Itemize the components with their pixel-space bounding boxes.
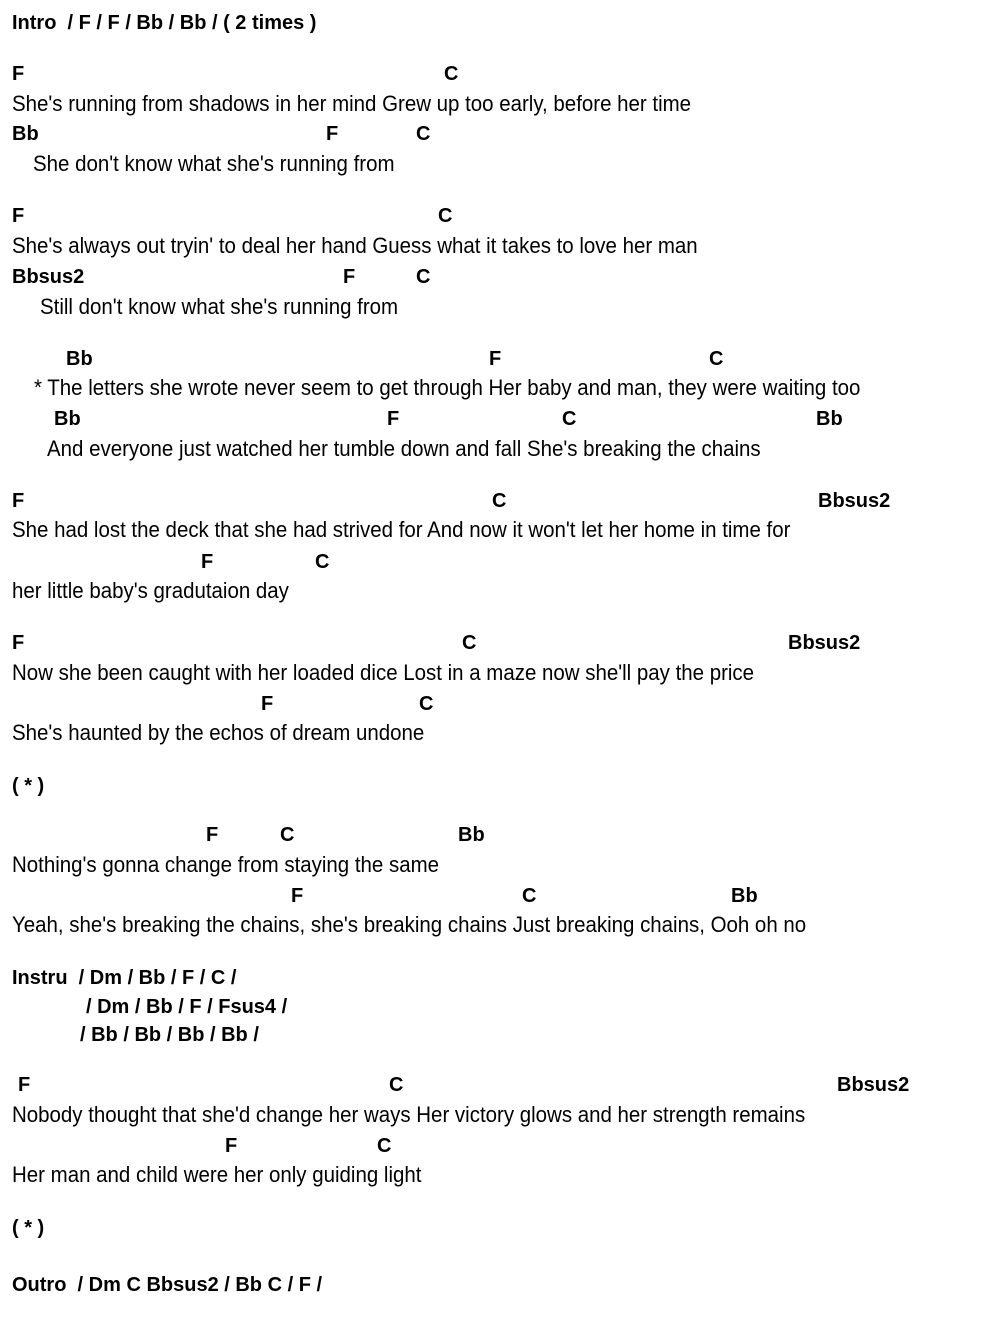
chord: F — [326, 123, 339, 145]
chord: C — [315, 551, 330, 573]
lyric-line: Nothing's gonna change from staying the same — [12, 852, 440, 877]
chord: C — [522, 885, 537, 907]
instru-line: Instru / Dm / Bb / F / C / — [12, 967, 237, 989]
chord: Bbsus2 — [12, 266, 85, 288]
chord: F — [387, 408, 400, 430]
chord: F — [18, 1074, 31, 1096]
intro-line: Intro / F / F / Bb / Bb / ( 2 times ) — [12, 12, 317, 34]
chord: C — [280, 824, 295, 846]
lyric-line: She don't know what she's running from — [33, 151, 395, 176]
chord: Bb — [54, 408, 81, 430]
lyric-line: Nobody thought that she'd change her ways Her victory glows and her strength remains — [12, 1102, 806, 1127]
chord: Bbsus2 — [837, 1074, 910, 1096]
chord: F — [12, 205, 25, 227]
lyric-line: She's haunted by the echos of dream undone — [12, 720, 425, 745]
chord: C — [492, 490, 507, 512]
chord: C — [709, 348, 724, 370]
chord: Bbsus2 — [818, 490, 891, 512]
chord: F — [12, 63, 25, 85]
lyric-line: Still don't know what she's running from — [40, 294, 399, 319]
chord: Bb — [731, 885, 758, 907]
chord: F — [12, 632, 25, 654]
lyric-line: Now she been caught with her loaded dice Lost in a maze now she'll pay the price — [12, 660, 755, 685]
lyric-line: Her man and child were her only guiding light — [12, 1162, 422, 1187]
lyric-line: She had lost the deck that she had strived for And now it won't let her home in time for — [12, 517, 791, 542]
lyric-line: And everyone just watched her tumble down and fall She's breaking the chains — [47, 436, 761, 461]
chord: F — [489, 348, 502, 370]
lyric-line: her little baby's gradutaion day — [12, 578, 289, 603]
chord: Bb — [12, 123, 39, 145]
lyric-line: * The letters she wrote never seem to get through Her baby and man, they were waiting too — [34, 375, 861, 400]
outro-line: Outro / Dm C Bbsus2 / Bb C / F / — [12, 1274, 323, 1296]
lyric-line: Yeah, she's breaking the chains, she's breaking chains Just breaking chains, Ooh oh no — [12, 912, 807, 937]
chord: F — [201, 551, 214, 573]
lyric-line: She's always out tryin' to deal her hand Guess what it takes to love her man — [12, 233, 698, 258]
chorus-repeat-marker: ( * ) — [12, 1217, 45, 1239]
chord: C — [562, 408, 577, 430]
chord: Bb — [816, 408, 843, 430]
chord: F — [225, 1135, 238, 1157]
lyric-line: She's running from shadows in her mind Grew up too early, before her time — [12, 91, 692, 116]
chord: Bb — [66, 348, 93, 370]
chord: C — [419, 693, 434, 715]
chord: Bbsus2 — [788, 632, 861, 654]
chord: F — [261, 693, 274, 715]
chord: F — [291, 885, 304, 907]
chord: C — [416, 266, 431, 288]
chord: C — [389, 1074, 404, 1096]
chord: C — [416, 123, 431, 145]
chord: C — [438, 205, 453, 227]
chord: Bb — [458, 824, 485, 846]
chord: C — [462, 632, 477, 654]
instru-line: / Dm / Bb / F / Fsus4 / — [86, 996, 288, 1018]
chord: F — [12, 490, 25, 512]
chord: F — [206, 824, 219, 846]
instru-line: / Bb / Bb / Bb / Bb / — [80, 1024, 259, 1046]
chorus-repeat-marker: ( * ) — [12, 775, 45, 797]
chord: C — [444, 63, 459, 85]
chord: C — [377, 1135, 392, 1157]
chord: F — [343, 266, 356, 288]
